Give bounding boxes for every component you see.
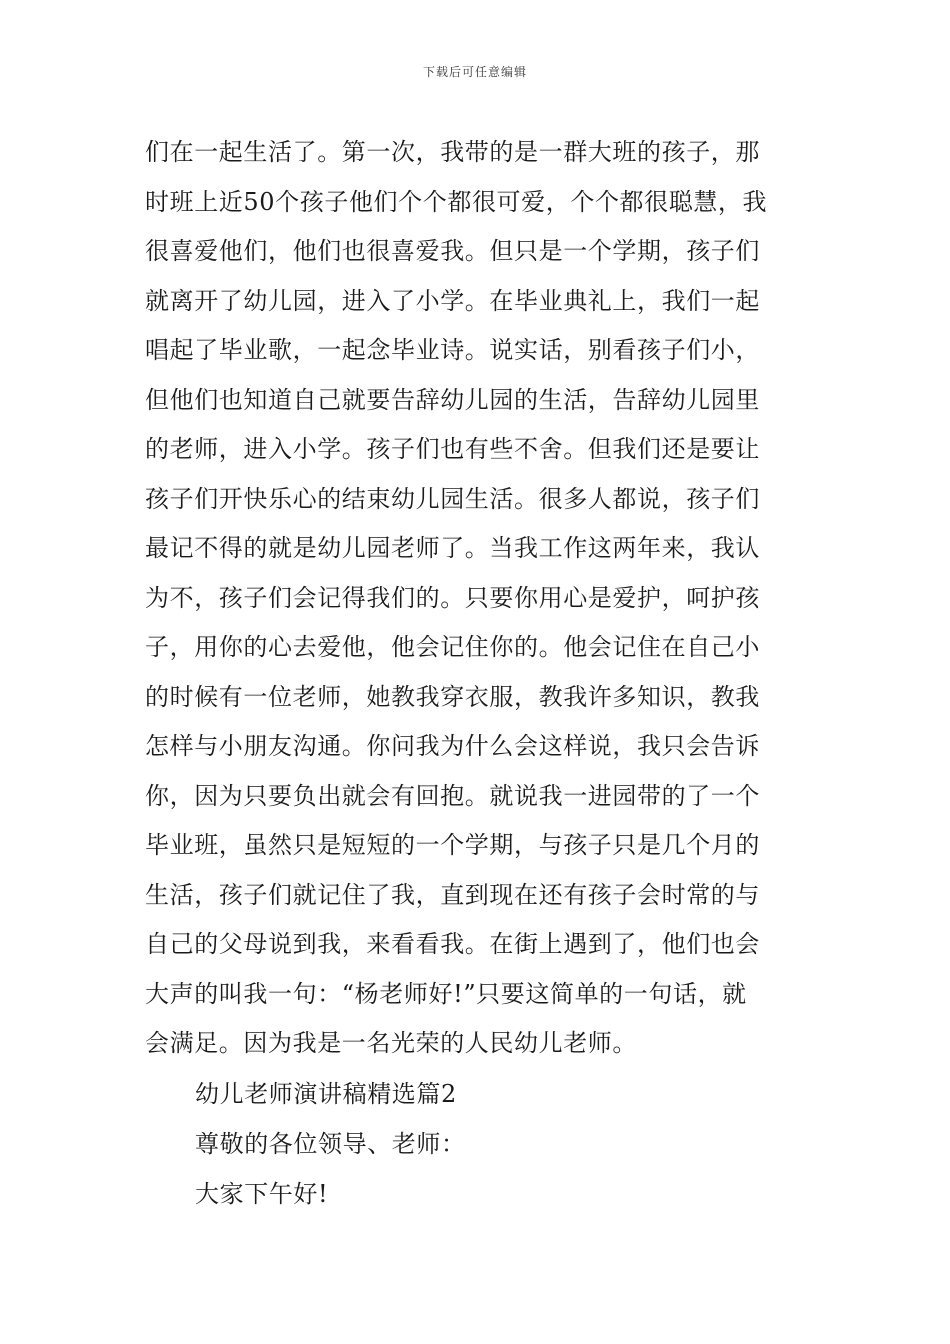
text-line: 自己的父母说到我，来看看我。在街上遇到了，他们也会 <box>145 930 760 958</box>
text-line: 唱起了毕业歌，一起念毕业诗。说实话，别看孩子们小， <box>145 336 760 364</box>
body-paragraph <box>145 128 810 1069</box>
page-header: 下载后可任意编辑 <box>422 65 527 79</box>
text-line: 会满足。因为我是一名光荣的人民幼儿老师。 <box>145 1029 637 1057</box>
text-line: 毕业班，虽然只是短短的一个学期，与孩子只是几个月的 <box>145 831 760 859</box>
text-line: 为不，孩子们会记得我们的。只要你用心是爱护，呵护孩 <box>145 583 760 612</box>
text-line: 怎样与小朋友沟通。你问我为什么会这样说，我只会告诉 <box>145 732 760 760</box>
text-line: 的时候有一位老师，她教我穿衣服，教我许多知识，教我 <box>145 682 760 711</box>
text-line: 大声的叫我一句：“杨老师好!”只要这简单的一句话，就 <box>145 979 747 1008</box>
text-line: 最记不得的就是幼儿园老师了。当我工作这两年来，我认 <box>145 534 760 562</box>
text-line: 但他们也知道自己就要告辞幼儿园的生活，告辞幼儿园里 <box>145 385 760 414</box>
text-line: 们在一起生活了。第一次，我带的是一群大班的孩子，那 <box>145 138 760 166</box>
text-line: 你，因为只要负出就会有回抱。就说我一进园带的了一个 <box>145 781 760 810</box>
salutation: 尊敬的各位领导、老师： <box>195 1130 466 1158</box>
text-line: 就离开了幼儿园，进入了小学。在毕业典礼上，我们一起 <box>145 286 760 315</box>
text-line: 很喜爱他们，他们也很喜爱我。但只是一个学期，孩子们 <box>145 237 760 265</box>
text-line: 的老师，进入小学。孩子们也有些不舍。但我们还是要让 <box>145 435 760 463</box>
text-line: 时班上近50个孩子他们个个都很可爱，个个都很聪慧，我 <box>145 187 768 216</box>
section-title: 幼儿老师演讲稿精选篇2 <box>195 1080 457 1108</box>
text-line: 生活，孩子们就记住了我，直到现在还有孩子会时常的与 <box>145 880 760 909</box>
greeting: 大家下午好! <box>195 1180 329 1208</box>
text-line: 孩子们开快乐心的结束幼儿园生活。很多人都说，孩子们 <box>145 484 760 513</box>
text-line: 子，用你的心去爱他，他会记住你的。他会记住在自己小 <box>145 633 760 661</box>
